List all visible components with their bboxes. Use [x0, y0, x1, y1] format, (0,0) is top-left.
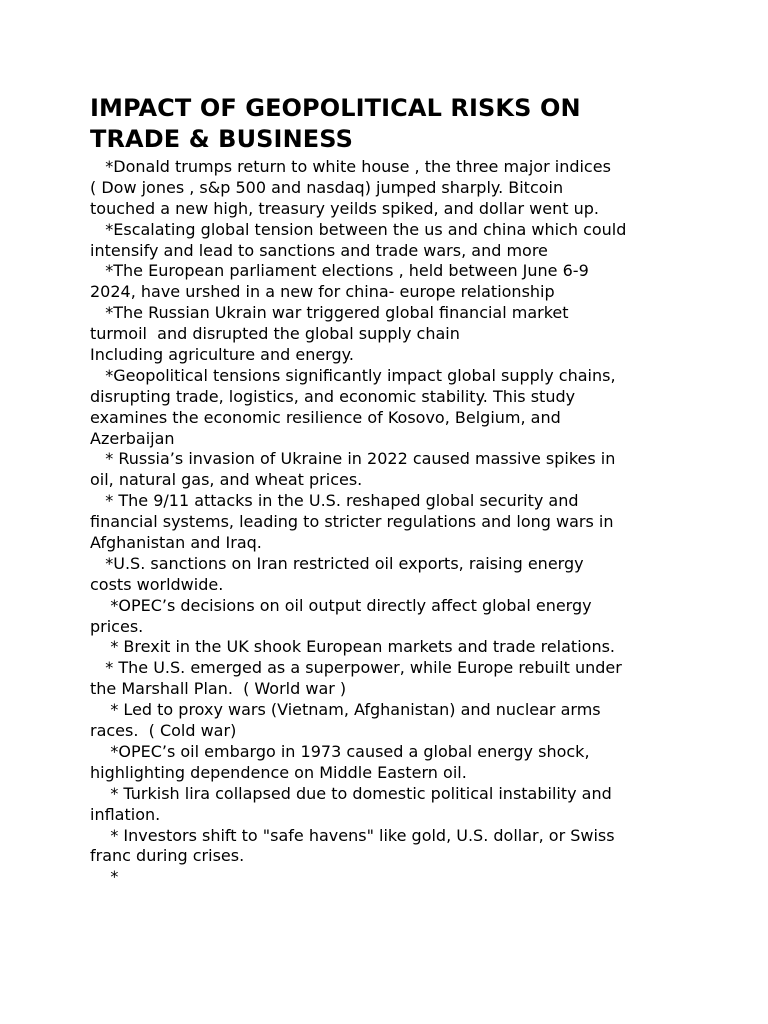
document-line: *U.S. sanctions on Iran restricted oil exports, raising energy	[90, 553, 584, 573]
document-line: * Brexit in the UK shook European markets and trade relations.	[90, 637, 615, 657]
document-line: * Led to proxy wars (Vietnam, Afghanistan) and nuclear arms	[90, 700, 601, 720]
document-line: 2024, have urshed in a new for china- europe relationship	[90, 282, 555, 302]
document-line: prices.	[90, 616, 144, 636]
document-line: inflation.	[90, 804, 161, 824]
document-line: *Donald trumps return to white house , the three major indices	[90, 157, 611, 176]
document-line: * The 9/11 attacks in the U.S. reshaped global security and	[90, 491, 579, 511]
document-line: *Escalating global tension between the us and china which could	[90, 219, 627, 239]
document-page	[90, 93, 690, 888]
document-line: *	[90, 867, 119, 887]
document-line: races. ( Cold war)	[90, 721, 237, 741]
document-line: the Marshall Plan. ( World war )	[90, 679, 347, 699]
document-title: IMPACT OF GEOPOLITICAL RISKS ON TRADE & BUSINESS	[90, 94, 581, 153]
document-line: *OPEC’s decisions on oil output directly affect global energy	[90, 595, 592, 615]
document-line: examines the economic resilience of Kosovo, Belgium, and	[90, 407, 561, 427]
document-line: intensify and lead to sanctions and trade wars, and more	[90, 240, 548, 260]
document-line: *The European parliament elections , held between June 6-9	[90, 261, 589, 281]
document-line: financial systems, leading to stricter regulations and long wars in	[90, 512, 614, 532]
document-line: oil, natural gas, and wheat prices.	[90, 470, 363, 490]
document-line: Including agriculture and energy.	[90, 345, 354, 365]
document-line: Azerbaijan	[90, 428, 175, 448]
document-line: * Russia’s invasion of Ukraine in 2022 caused massive spikes in	[90, 449, 616, 469]
document-line: *The Russian Ukrain war triggered global financial market	[90, 303, 569, 323]
document-line: touched a new high, treasury yeilds spiked, and dollar went up.	[90, 198, 599, 218]
document-line: * Turkish lira collapsed due to domestic political instability and	[90, 783, 612, 803]
document-line: costs worldwide.	[90, 574, 224, 594]
document-line: * Investors shift to "safe havens" like gold, U.S. dollar, or Swiss	[90, 825, 615, 845]
document-line: *OPEC’s oil embargo in 1973 caused a global energy shock,	[90, 741, 590, 761]
document-line: franc during crises.	[90, 846, 245, 866]
document-line: disrupting trade, logistics, and economic stability. This study	[90, 386, 576, 406]
document-line: * The U.S. emerged as a superpower, while Europe rebuilt under	[90, 658, 622, 678]
document-line: Afghanistan and Iraq.	[90, 533, 262, 553]
document-line: turmoil and disrupted the global supply chain	[90, 324, 460, 344]
document-line: ( Dow jones , s&p 500 and nasdaq) jumped sharply. Bitcoin	[90, 177, 564, 197]
document-line: highlighting dependence on Middle Eastern oil.	[90, 762, 467, 782]
document-line: *Geopolitical tensions significantly impact global supply chains,	[90, 365, 616, 385]
document-body	[90, 157, 690, 888]
